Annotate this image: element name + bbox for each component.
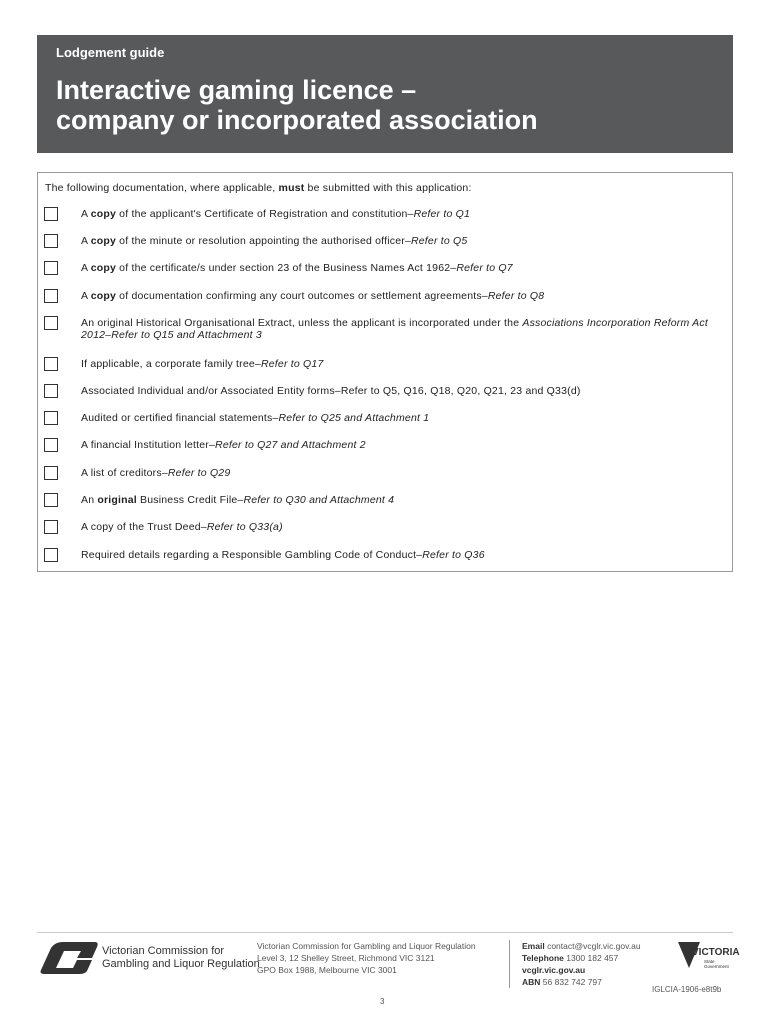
address-line: Victorian Commission for Gambling and Liquor Regulation	[257, 941, 476, 951]
item-text: A copy of the minute or resolution appointing the authorised officer–Refer to Q5	[81, 235, 468, 247]
checkbox[interactable]	[44, 261, 58, 275]
abn-line: ABN 56 832 742 797	[522, 977, 602, 987]
website-line	[522, 964, 641, 976]
item-text: Required details regarding a Responsible Gambling Code of Conduct–Refer to Q36	[81, 549, 485, 561]
checkbox[interactable]	[44, 520, 58, 534]
logo-line-1: Victorian Commission for	[102, 945, 225, 957]
checkbox[interactable]	[44, 466, 58, 480]
svg-text:State: State	[704, 959, 715, 964]
checkbox[interactable]	[44, 493, 58, 507]
item-text: An original Historical Organisational Extract, unless the applicant is incorporated under the Associations Incorporation Reform Act 2012–Refer to Q15 and Attachment 3	[81, 317, 708, 341]
item-text: A copy of documentation confirming any court outcomes or settlement agreements–Refer to Q8	[81, 290, 545, 302]
intro-text-end: be submitted with this application:	[304, 182, 472, 194]
victoria-government-logo-icon	[676, 940, 740, 974]
website-link[interactable]: vcglr.vic.gov.au	[522, 965, 586, 975]
item-text: An original Business Credit File–Refer to Q30 and Attachment 4	[81, 494, 395, 506]
checkbox[interactable]	[44, 316, 58, 330]
footer-separator	[509, 940, 510, 988]
svg-text:Government: Government	[704, 964, 729, 969]
address-line: Level 3, 12 Shelley Street, Richmond VIC 3121	[257, 953, 435, 963]
footer-contact	[522, 940, 641, 988]
item-text: A list of creditors–Refer to Q29	[81, 467, 231, 479]
checklist-box	[37, 172, 733, 572]
item-text: Associated Individual and/or Associated Entity forms–Refer to Q5, Q16, Q18, Q20, Q21, 23 and Q33(d)	[81, 385, 581, 397]
page-title	[56, 75, 716, 135]
logo-text	[102, 945, 260, 971]
logo-line-2: Gambling and Liquor Regulation	[102, 958, 260, 970]
document-id: IGLCIA-1906-e8t9b	[652, 985, 722, 994]
item-text: A copy of the applicant's Certificate of Registration and constitution–Refer to Q1	[81, 208, 471, 220]
checkbox[interactable]	[44, 207, 58, 221]
email-link[interactable]: contact@vcglr.vic.gov.au	[547, 941, 641, 951]
svg-text:VICTORIA: VICTORIA	[692, 947, 740, 958]
header-banner	[37, 35, 733, 153]
item-text: If applicable, a corporate family tree–Refer to Q17	[81, 358, 324, 370]
checkbox[interactable]	[44, 384, 58, 398]
item-text: A copy of the certificate/s under section 23 of the Business Names Act 1962–Refer to Q7	[81, 262, 513, 274]
checkbox[interactable]	[44, 234, 58, 248]
email-line: Email contact@vcglr.vic.gov.au	[522, 941, 641, 951]
item-text: A copy of the Trust Deed–Refer to Q33(a)	[81, 521, 283, 533]
title-line-1: Interactive gaming licence –	[56, 75, 417, 105]
intro-text: The following documentation, where applicable,	[45, 182, 279, 194]
header-subtitle: Lodgement guide	[56, 45, 165, 60]
checkbox[interactable]	[44, 357, 58, 371]
item-text: A financial Institution letter–Refer to Q27 and Attachment 2	[81, 439, 366, 451]
address-line: GPO Box 1988, Melbourne VIC 3001	[257, 965, 397, 975]
intro-bold: must	[278, 182, 305, 194]
phone-line: Telephone 1300 182 457	[522, 953, 619, 963]
checklist-intro	[45, 182, 472, 194]
checkbox[interactable]	[44, 289, 58, 303]
footer-divider	[37, 932, 733, 933]
checkbox[interactable]	[44, 438, 58, 452]
footer-address	[257, 940, 476, 976]
item-text: Audited or certified financial statements–Refer to Q25 and Attachment 1	[81, 412, 430, 424]
checkbox[interactable]	[44, 548, 58, 562]
checkbox[interactable]	[44, 411, 58, 425]
title-line-2: company or incorporated association	[56, 105, 538, 135]
page-number: 3	[380, 997, 385, 1006]
